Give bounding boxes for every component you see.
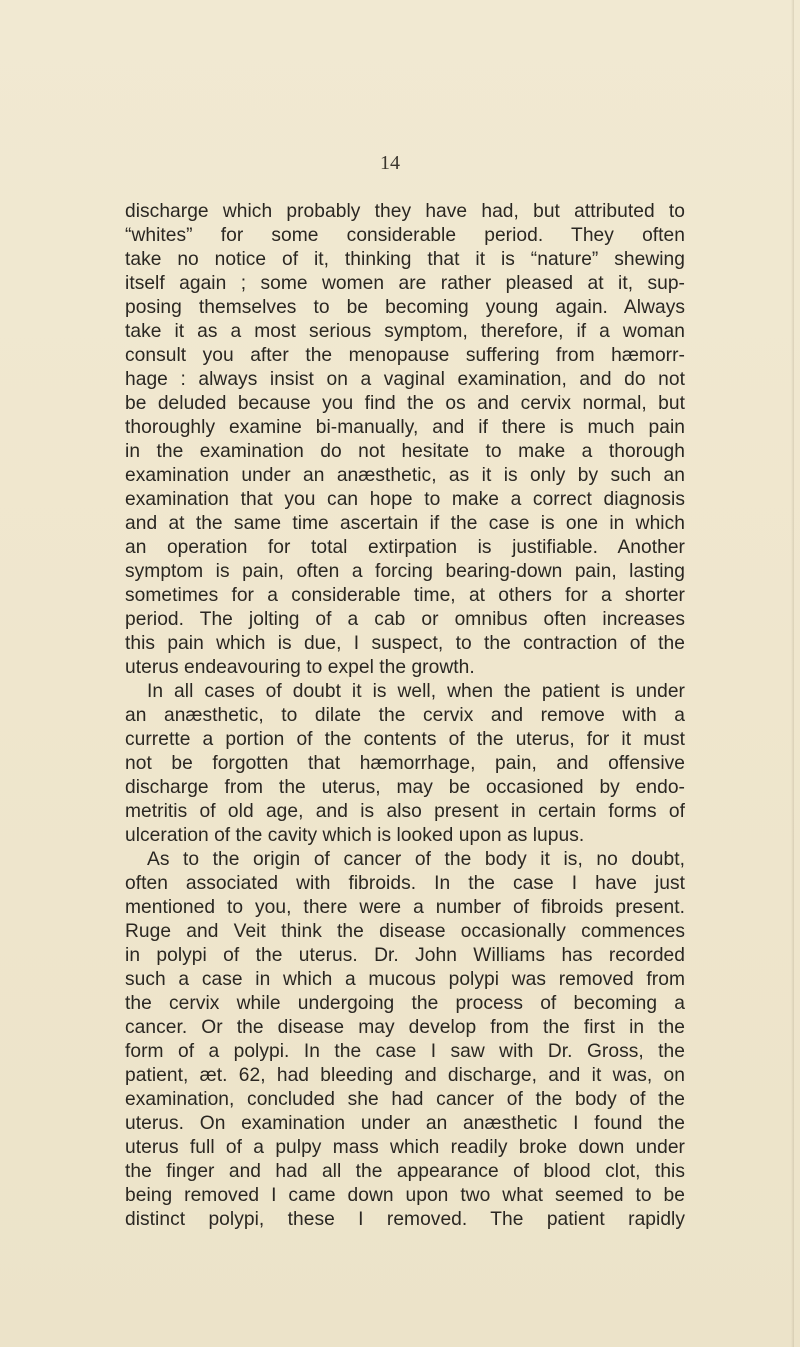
text-line: “whites” for some considerable period. They often: [125, 225, 685, 246]
text-line: uterus. On examination under an anæsthetic I found the: [125, 1113, 685, 1134]
text-line: cancer. Or the disease may develop from the first in the: [125, 1017, 685, 1038]
page-number: 14: [380, 152, 400, 174]
text-line: the finger and had all the appearance of blood clot, this: [125, 1161, 685, 1182]
text-line: As to the origin of cancer of the body it is, no doubt,: [147, 849, 685, 870]
text-line: itself again ; some women are rather pleased at it, sup-: [125, 273, 685, 294]
text-line: take no notice of it, thinking that it is “nature” shewing: [125, 249, 685, 270]
text-line: thoroughly examine bi-manually, and if there is much pain: [125, 417, 685, 438]
text-line: uterus full of a pulpy mass which readily broke down under: [125, 1137, 685, 1158]
text-line: distinct polypi, these I removed. The patient rapidly: [125, 1209, 685, 1230]
text-line: metritis of old age, and is also present in certain forms of: [125, 801, 685, 822]
text-line: examination that you can hope to make a correct diagnosis: [125, 489, 685, 510]
text-line: in polypi of the uterus. Dr. John Williams has recorded: [125, 945, 685, 966]
page-edge-shadow: [791, 0, 794, 1347]
text-line: often associated with fibroids. In the case I have just: [125, 873, 685, 894]
text-line: mentioned to you, there were a number of fibroids present.: [125, 897, 685, 918]
text-line: discharge from the uterus, may be occasioned by endo-: [125, 777, 685, 798]
text-line: Ruge and Veit think the disease occasionally commences: [125, 921, 685, 942]
text-line: and at the same time ascertain if the case is one in which: [125, 513, 685, 534]
text-line: form of a polypi. In the case I saw with Dr. Gross, the: [125, 1041, 685, 1062]
text-line: this pain which is due, I suspect, to the contraction of the: [125, 633, 685, 654]
text-line: consult you after the menopause suffering from hæmorr-: [125, 345, 685, 366]
text-line: be deluded because you find the os and cervix normal, but: [125, 393, 685, 414]
text-line: currette a portion of the contents of the uterus, for it must: [125, 729, 685, 750]
text-line: In all cases of doubt it is well, when the patient is under: [147, 681, 685, 702]
text-line: in the examination do not hesitate to make a thorough: [125, 441, 685, 462]
text-line: posing themselves to be becoming young again. Always: [125, 297, 685, 318]
text-line: an operation for total extirpation is justifiable. Another: [125, 537, 685, 558]
text-line: uterus endeavouring to expel the growth.: [125, 657, 475, 678]
text-line: sometimes for a considerable time, at others for a shorter: [125, 585, 685, 606]
text-line: patient, æt. 62, had bleeding and discharge, and it was, on: [125, 1065, 685, 1086]
text-line: hage : always insist on a vaginal examination, and do not: [125, 369, 685, 390]
text-line: an anæsthetic, to dilate the cervix and remove with a: [125, 705, 685, 726]
text-line: symptom is pain, often a forcing bearing-down pain, lasting: [125, 561, 685, 582]
text-line: being removed I came down upon two what seemed to be: [125, 1185, 685, 1206]
body-text: [125, 200, 685, 1232]
text-line: period. The jolting of a cab or omnibus often increases: [125, 609, 685, 630]
text-line: discharge which probably they have had, but attributed to: [125, 201, 685, 222]
text-line: ulceration of the cavity which is looked upon as lupus.: [125, 825, 585, 846]
text-line: the cervix while undergoing the process of becoming a: [125, 993, 685, 1014]
text-line: such a case in which a mucous polypi was removed from: [125, 969, 685, 990]
text-line: examination, concluded she had cancer of the body of the: [125, 1089, 685, 1110]
text-line: not be forgotten that hæmorrhage, pain, and offensive: [125, 753, 685, 774]
text-line: examination under an anæsthetic, as it is only by such an: [125, 465, 685, 486]
text-line: take it as a most serious symptom, therefore, if a woman: [125, 321, 685, 342]
